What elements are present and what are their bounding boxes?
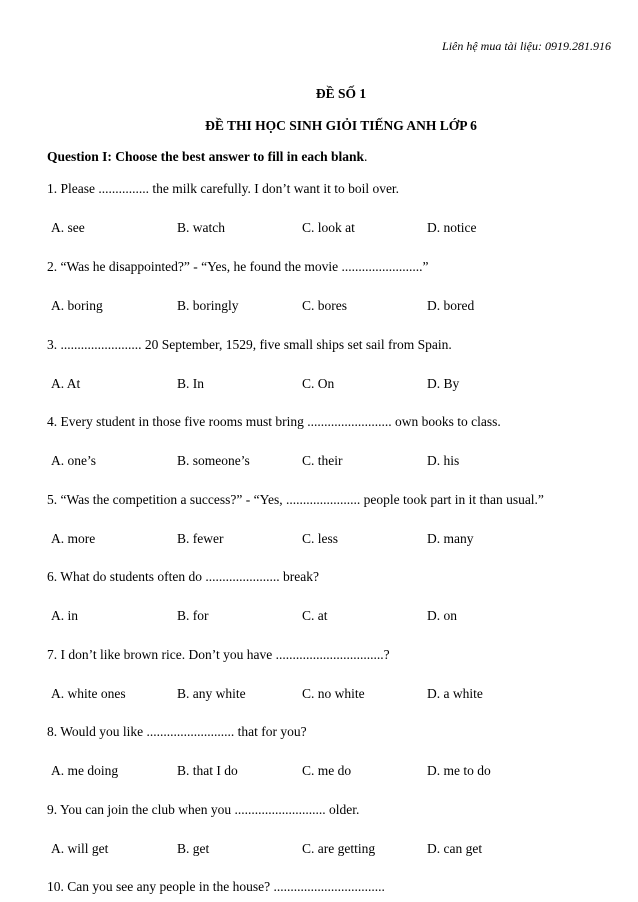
option-c: C. no white [302,686,365,701]
contact-line: Liên hệ mua tài liệu: 0919.281.916 [442,39,611,53]
option-d: D. his [427,453,460,468]
option-c: C. On [302,376,335,391]
option-b: B. someone’s [177,453,250,468]
option-d: D. bored [427,298,475,313]
option-a: A. white ones [51,686,126,701]
option-a: A. one’s [51,453,96,468]
question-text: 10. Can you see any people in the house? ................................. [47,879,385,894]
option-c: C. look at [302,220,355,235]
question-text: 2. “Was he disappointed?” - “Yes, he found the movie ........................” [47,259,429,274]
option-b: B. any white [177,686,246,701]
option-b: B. watch [177,220,225,235]
option-b: B. for [177,608,209,623]
option-b: B. that I do [177,763,238,778]
exam-number-title: ĐỀ SỐ 1 [315,86,367,101]
question-text: 5. “Was the competition a success?” - “Yes, ...................... people took part in it than usual.” [47,492,544,507]
option-a: A. more [51,531,96,546]
option-c: C. are getting [302,841,376,856]
option-a: A. At [51,376,81,391]
option-a: A. boring [51,298,103,313]
option-d: D. many [427,531,474,546]
question-text: 6. What do students often do ...................... break? [47,569,319,584]
question-text: 7. I don’t like brown rice. Don’t you have ................................? [47,647,390,662]
instruction-period: . [364,149,368,164]
option-c: C. their [302,453,343,468]
option-a: A. in [51,608,78,623]
option-d: D. on [427,608,457,623]
option-b: B. get [177,841,210,856]
option-c: C. less [302,531,339,546]
section-instruction [47,149,367,165]
option-d: D. By [427,376,460,391]
option-a: A. see [51,220,85,235]
option-b: B. fewer [177,531,224,546]
question-text: 4. Every student in those five rooms must bring ......................... own books to class. [47,414,501,429]
option-a: A. me doing [51,763,119,778]
exam-title: ĐỀ THI HỌC SINH GIỎI TIẾNG ANH LỚP 6 [205,118,477,133]
option-d: D. can get [427,841,483,856]
option-c: C. bores [302,298,347,313]
instruction-text: Question I: Choose the best answer to fill in each blank [47,149,365,164]
question-text: 1. Please ............... the milk carefully. I don’t want it to boil over. [47,181,400,196]
question-text: 3. ........................ 20 September, 1529, five small ships set sail from Spain. [47,337,452,352]
option-d: D. me to do [427,763,491,778]
option-a: A. will get [51,841,109,856]
question-text: 8. Would you like .......................... that for you? [47,724,307,739]
option-b: B. In [177,376,204,391]
option-c: C. at [302,608,328,623]
option-b: B. boringly [177,298,239,313]
question-text: 9. You can join the club when you ........................... older. [47,802,360,817]
option-c: C. me do [302,763,352,778]
option-d: D. notice [427,220,477,235]
option-d: D. a white [427,686,483,701]
